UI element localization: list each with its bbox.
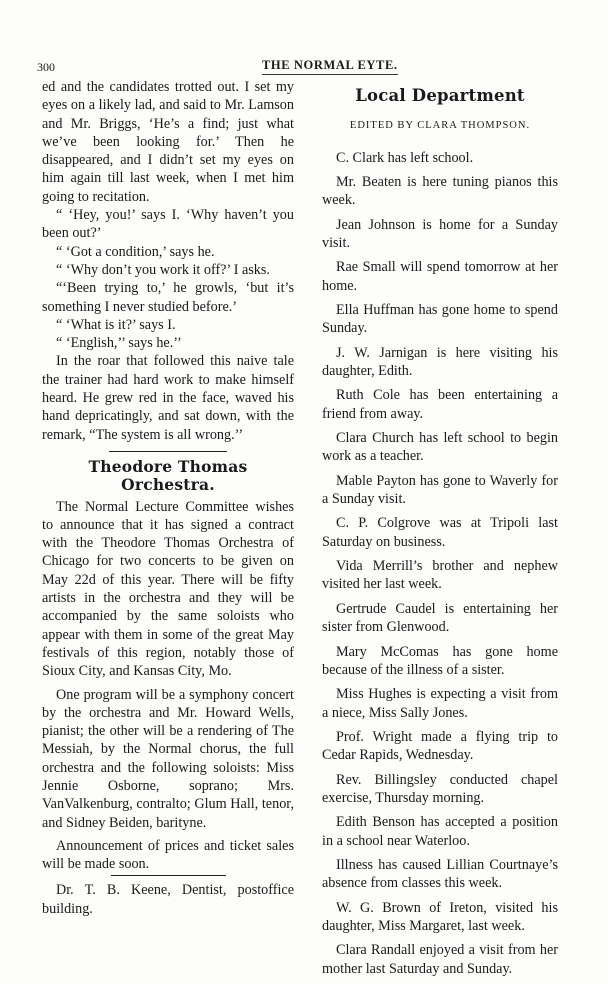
- news-item-text: Ella Huffman has gone home to spend Sunday.: [322, 302, 558, 337]
- news-item: [322, 600, 558, 637]
- story-paragraph: “ ‘Got a condition,’ says he.: [56, 243, 215, 260]
- story-paragraph: “ ‘What is it?’ says I.: [56, 316, 176, 333]
- news-item-text: Mr. Beaten is here tuning pianos this week.: [322, 173, 558, 209]
- news-item: [322, 472, 558, 509]
- news-item: [322, 301, 558, 338]
- news-item-text: Mary McComas has gone home because of the illness of a sister.: [322, 643, 558, 678]
- news-item-text: Clara Randall enjoyed a visit from her mother last Saturday and Sunday.: [322, 942, 558, 977]
- left-column: [42, 78, 294, 918]
- news-item-text: Rev. Billingsley conducted chapel exercise, Thursday morning.: [322, 771, 558, 806]
- news-item-text: Jean Johnson is home for a Sunday visit.: [322, 216, 558, 251]
- news-item: [322, 386, 558, 423]
- news-item: [322, 514, 558, 551]
- orchestra-paragraph: Announcement of prices and ticket sales will be made soon.: [42, 837, 294, 873]
- news-item-text: Miss Hughes is expecting a visit from a niece, Miss Sally Jones.: [322, 686, 558, 721]
- news-item-text: Clara Church has left school to begin work as a teacher.: [322, 430, 558, 465]
- right-column: [322, 78, 558, 984]
- news-item: [322, 344, 558, 381]
- section-divider: [111, 875, 226, 876]
- news-item-text: Gertrude Caudel is entertaining her sister from Glenwood.: [322, 600, 558, 636]
- news-item: [322, 258, 558, 295]
- orchestra-paragraph: The Normal Lecture Committee wishes to announce that it has signed a contract with the Theodore Thomas Orchestra of Chicago for two concerts to be given on May 22d of this year. There will be fifty artists in the orchestra and they will be accompanied by the same soloists who appear with them in some of the great May festivals of this region, notably those of Sioux City, and Kansas City, Mo.: [42, 498, 294, 680]
- story-paragraph: ed and the candidates trotted out. I set my eyes on a likely lad, and said to Mr. Lamson and Mr. Briggs, ‘He’s a find; just what we’ve been looking for.’ Then he disappeared, and I didn’t set my eyes on him again till last week, when I met him going to recitation.: [42, 79, 294, 205]
- story-paragraph: “ ‘English,’’ says he.’’: [56, 335, 182, 352]
- news-item: [322, 941, 558, 978]
- news-item-text: J. W. Jarnigan is here visiting his daughter, Edith.: [322, 344, 558, 380]
- news-item: [322, 856, 558, 893]
- dentist-advertisement: Dr. T. B. Keene, Dentist, postoffice building.: [42, 882, 294, 917]
- story-paragraph: “ ‘Why don’t you work it off?’ I asks.: [56, 261, 270, 278]
- story-paragraph: “ ‘Hey, you!’ says I. ‘Why haven’t you been out?’: [42, 207, 294, 242]
- news-item: [322, 899, 558, 936]
- news-item-text: Rae Small will spend tomorrow at her home.: [322, 259, 558, 294]
- news-item-text: Mable Payton has gone to Waverly for a Sunday visit.: [322, 472, 558, 508]
- orchestra-paragraph: One program will be a symphony concert by the orchestra and Mr. Howard Wells, pianist; the other will be a rendering of The Messiah, by the Normal chorus, the full orchestra and the following soloists: Miss Jennie Osborne, soprano; Mrs. VanValkenburg, contralto; Glum Hall, tenor, and Sidney Beiden, barityne.: [42, 686, 294, 831]
- news-item: [322, 771, 558, 808]
- news-item: [322, 216, 558, 253]
- page-number: 300: [37, 60, 55, 74]
- news-item: [322, 429, 558, 466]
- news-item: [322, 685, 558, 722]
- section-divider: [109, 451, 227, 452]
- local-department-title: Local Department: [355, 86, 525, 105]
- news-item-text: C. P. Colgrove was at Tripoli last Saturday on business.: [322, 515, 558, 550]
- orchestra-section-title: Theodore Thomas Orchestra.: [88, 456, 248, 495]
- news-item-text: C. Clark has left school.: [336, 149, 474, 166]
- news-item: [322, 149, 558, 167]
- news-item-text: Ruth Cole has been entertaining a friend from away.: [322, 387, 558, 422]
- editor-byline: EDITED BY CLARA THOMPSON.: [349, 120, 531, 132]
- story-paragraph: In the roar that followed this naive tale the trainer had hard work to make himself heard. He grew red in the face, waved his hand depricatingly, and sat down, with the remark, “The system is all wrong.’’: [42, 353, 294, 443]
- news-item: [322, 813, 558, 850]
- news-item: [322, 173, 558, 210]
- news-item-text: Vida Merrill’s brother and nephew visited her last week.: [322, 558, 558, 593]
- news-item: [322, 728, 558, 765]
- news-item: [322, 643, 558, 680]
- news-item-text: Illness has caused Lillian Courtnaye’s absence from classes this week.: [322, 856, 558, 892]
- news-item-text: W. G. Brown of Ireton, visited his daughter, Miss Margaret, last week.: [322, 899, 558, 934]
- running-title: THE NORMAL EYTE.: [262, 58, 398, 75]
- news-item-text: Prof. Wright made a flying trip to Cedar Rapids, Wednesday.: [322, 728, 558, 764]
- story-paragraph: “‘Been trying to,’ he growls, ‘but it’s something I never studied before.’: [42, 280, 294, 315]
- news-item-text: Edith Benson has accepted a position in a school near Waterloo.: [322, 814, 558, 849]
- news-item: [322, 557, 558, 594]
